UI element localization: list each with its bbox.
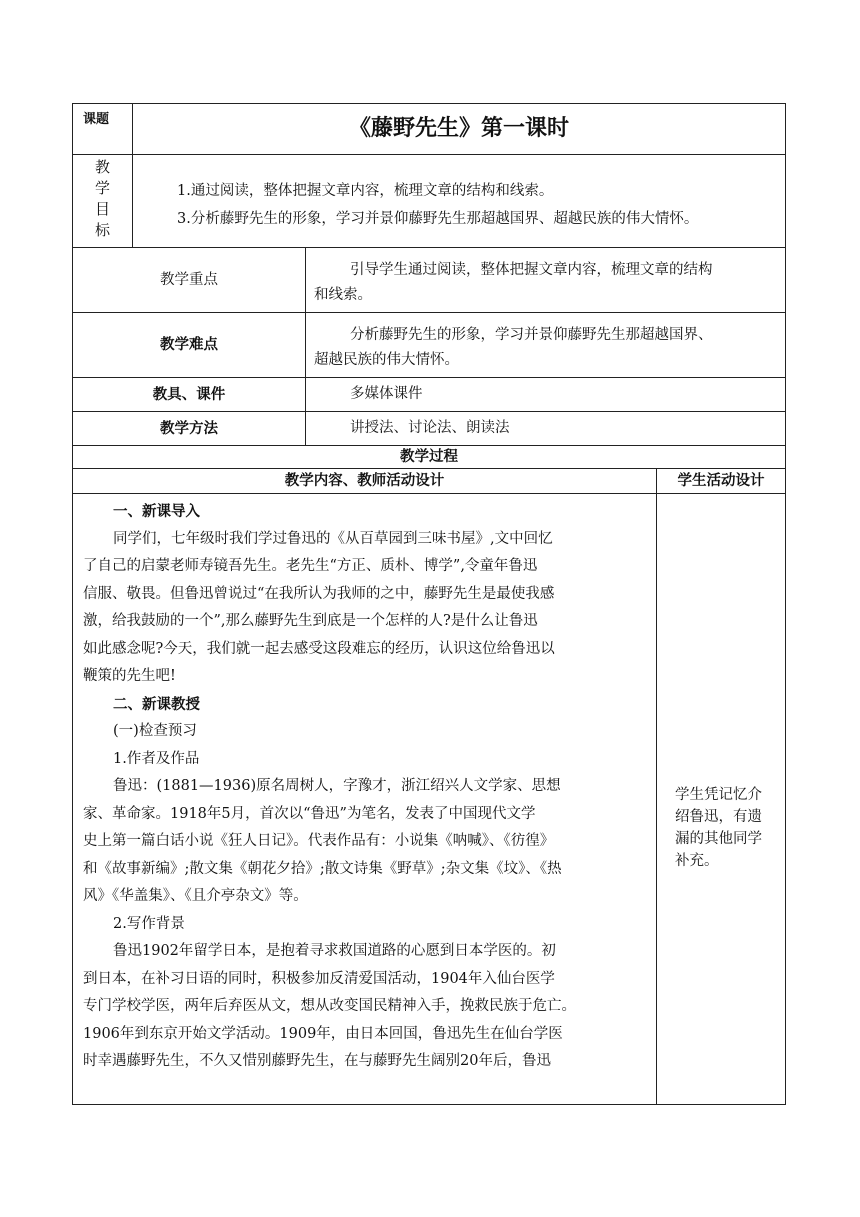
teacher-activity-cell [73,494,657,1105]
difficulties-line: 超越民族的伟大情怀。 [314,352,459,368]
goals-content [133,155,786,248]
item-title: 2.写作背景 [113,915,185,932]
paragraph-line: 鲁迅：(1881—1936)原名周树人，字豫才，浙江绍兴人文学家、思想 [113,778,561,794]
paragraph-line: 专门学校学医，两年后弃医从文，想从改变国民精神入手，挽救民族于危亡。 [83,998,576,1014]
lesson-plan-page [72,103,785,1105]
goals-row [73,155,786,248]
col-student-header: 学生活动设计 [657,469,786,494]
difficulties-line: 分析藤野先生的形象，学习并景仰藤野先生那超越国界、 [350,327,713,343]
subsection-title: (一)检查预习 [113,723,197,739]
goal-item: 3.分析藤野先生的形象，学习并景仰藤野先生那超越国界、超越民族的伟大情怀。 [177,211,699,227]
student-activity-line: 学生凭记忆介 [675,787,762,803]
tools-row [73,378,786,412]
paragraph-line: 信服、敬畏。但鲁迅曾说过“在我所认为我师的之中，藤野先生是最使我感 [83,585,555,602]
student-activity-line: 漏的其他同学 [675,831,762,847]
student-activity-cell [657,494,786,1105]
difficulties-label: 教学难点 [73,313,306,378]
goals-label-char: 学 [94,179,110,197]
paragraph-line: 家、革命家。1918年5月，首次以“鲁迅”为笔名，发表了中国现代文学 [83,805,536,822]
key-points-row [73,248,786,313]
paragraph-line: 史上第一篇白话小说《狂人日记》。代表作品有：小说集《呐喊》、《彷徨》 [83,833,555,849]
process-heading: 教学过程 [73,446,786,469]
difficulties-text [306,313,786,378]
paragraph-line: 激，给我鼓励的一个”,那么藤野先生到底是一个怎样的人?是什么让鲁迅 [83,613,538,629]
key-points-label: 教学重点 [73,248,306,313]
key-points-line: 和线索。 [314,287,372,303]
process-columns-row [73,469,786,494]
methods-row [73,412,786,446]
section-title: 一、新课导入 [113,503,200,520]
process-heading-row [73,446,786,469]
page-title: 《藤野先生》第一课时 [133,104,786,155]
topic-label: 课题 [73,104,133,155]
process-content-row [73,494,786,1105]
col-main-header: 教学内容、教师活动设计 [73,469,657,494]
student-activity-line: 补充。 [675,853,719,869]
methods-value [306,412,786,446]
paragraph-line: 风》《华盖集》、《且介亭杂文》等。 [83,888,308,904]
goals-label-char: 教 [94,158,110,176]
tools-value-text: 多媒体课件 [350,386,423,402]
title-row [73,104,786,155]
paragraph-line: 同学们，七年级时我们学过鲁迅的《从百草园到三味书屋》,文中回忆 [113,530,553,547]
goals-label [73,155,133,248]
tools-label: 教具、课件 [73,378,306,412]
goals-label-char: 标 [94,221,110,239]
difficulties-row [73,313,786,378]
paragraph-line: 1906年到东京开始文学活动。1909年，由日本回国，鲁迅先生在仙台学医 [83,1025,563,1042]
methods-value-text: 讲授法、讨论法、朗读法 [350,420,510,436]
goals-label-char: 目 [94,200,110,218]
section-title: 二、新课教授 [113,695,200,713]
paragraph-line: 鲁迅1902年留学日本，是抱着寻求救国道路的心愿到日本学医的。初 [113,943,556,959]
key-points-text [306,248,786,313]
tools-value [306,378,786,412]
item-title: 1.作者及作品 [113,750,200,767]
lesson-plan-table [72,103,786,1105]
paragraph-line: 如此感念呢?今天，我们就一起去感受这段难忘的经历，认识这位给鲁迅以 [83,640,555,657]
methods-label: 教学方法 [73,412,306,446]
student-activity-line: 绍鲁迅，有遗 [675,809,762,825]
goal-item: 1.通过阅读，整体把握文章内容，梳理文章的结构和线索。 [177,183,554,199]
paragraph-line: 了自己的启蒙老师寿镜吾先生。老先生“方正、质朴、博学”,令童年鲁迅 [83,558,538,574]
key-points-line: 引导学生通过阅读，整体把握文章内容，梳理文章的结构 [350,262,713,278]
paragraph-line: 时幸遇藤野先生，不久又惜别藤野先生，在与藤野先生阔别20年后，鲁迅 [83,1053,551,1069]
paragraph-line: 和《故事新编》;散文集《朝花夕拾》;散文诗集《野草》;杂文集《坟》、《热 [83,860,562,877]
paragraph-line: 到日本，在补习日语的同时，积极参加反清爱国活动，1904年入仙台医学 [83,970,555,987]
paragraph-line: 鞭策的先生吧! [83,668,176,684]
